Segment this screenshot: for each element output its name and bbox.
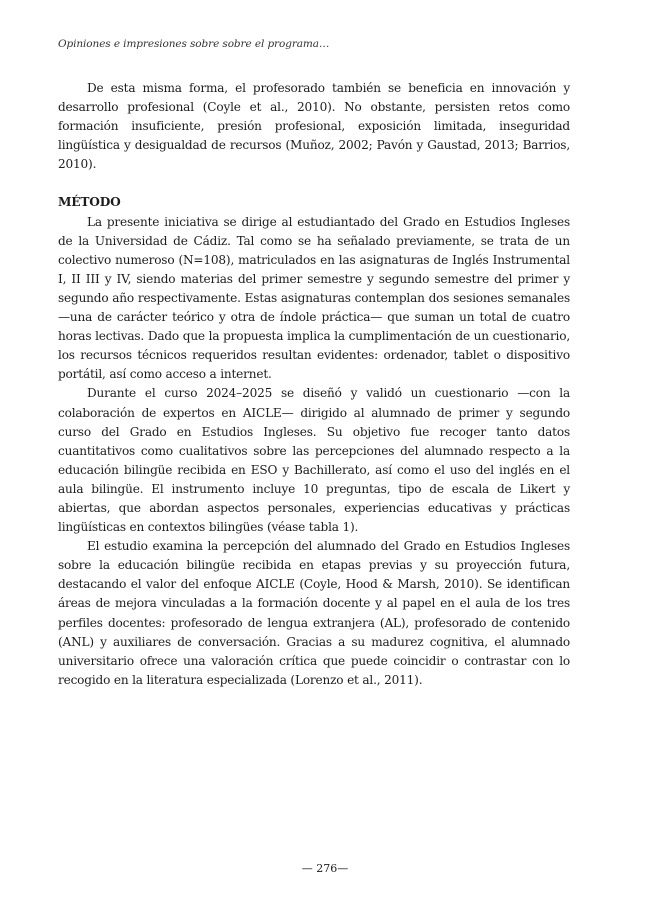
section-heading-metodo: MÉTODO [58, 195, 121, 210]
body-text [58, 79, 570, 690]
intro-paragraph: De esta misma forma, el profesorado también se beneficia en innovación y desarrollo profesional (Coyle et al., 2010). No obstante, persisten retos como formación insuficiente, presión profesional, exposición limitada, inseguridad lingüística y desigualdad de recursos (Muñoz, 2002; Pavón y Gaustad, 2013; Barrios, 2010). [58, 81, 570, 172]
page-number: — 276— [301, 862, 349, 875]
method-paragraph-2: Durante el curso 2024–2025 se diseñó y validó un cuestionario —con la colaboración de expertos en AICLE— dirigido al alumnado de primer y segundo curso del Grado en Estudios Ingleses. Su objetivo fue recoger tanto datos cuantitativos como cualitativos sobre las percepciones del alumnado respecto a la educación bilingüe recibida en ESO y Bachillerato, así como el uso del inglés en el aula bilingüe. El instrumento incluye 10 preguntas, tipo de escala de Likert y abiertas, que abordan aspectos personales, experiencias educativas y prácticas lingüísticas en contextos bilingües (véase tabla 1). [58, 386, 570, 535]
running-header: Opiniones e impresiones sobre sobre el programa… [58, 38, 330, 50]
method-paragraph-3: El estudio examina la percepción del alumnado del Grado en Estudios Ingleses sobre la educación bilingüe recibida en etapas previas y su proyección futura, destacando el valor del enfoque AICLE (Coyle, Hood & Marsh, 2010). Se identifican áreas de mejora vinculadas a la formación docente y al papel en el aula de los tres perfiles docentes: profesorado de lengua extranjera (AL), profesorado de contenido (ANL) y auxiliares de conversación. Gracias a su madurez cognitiva, el alumnado universitario ofrece una valoración crítica que puede coincidir o contrastar con lo recogido en la literatura especializada (Lorenzo et al., 2011). [58, 539, 570, 687]
method-paragraph-1: La presente iniciativa se dirige al estudiantado del Grado en Estudios Ingleses de la Universidad de Cádiz. Tal como se ha señalado previamente, se trata de un colectivo numeroso (N=108), matriculados en las asignaturas de Inglés Instrumental I, II III y IV, siendo materias del primer semestre y segundo semestre del primer y segundo año respectivamente. Estas asignaturas contemplan dos sesiones semanales —una de carácter teórico y otra de índole práctica— que suman un total de cuatro horas lectivas. Dado que la propuesta implica la cumplimentación de un cuestionario, los recursos técnicos requeridos resultan evidentes: ordenador, tablet o dispositivo portátil, así como acceso a internet. [58, 214, 570, 382]
